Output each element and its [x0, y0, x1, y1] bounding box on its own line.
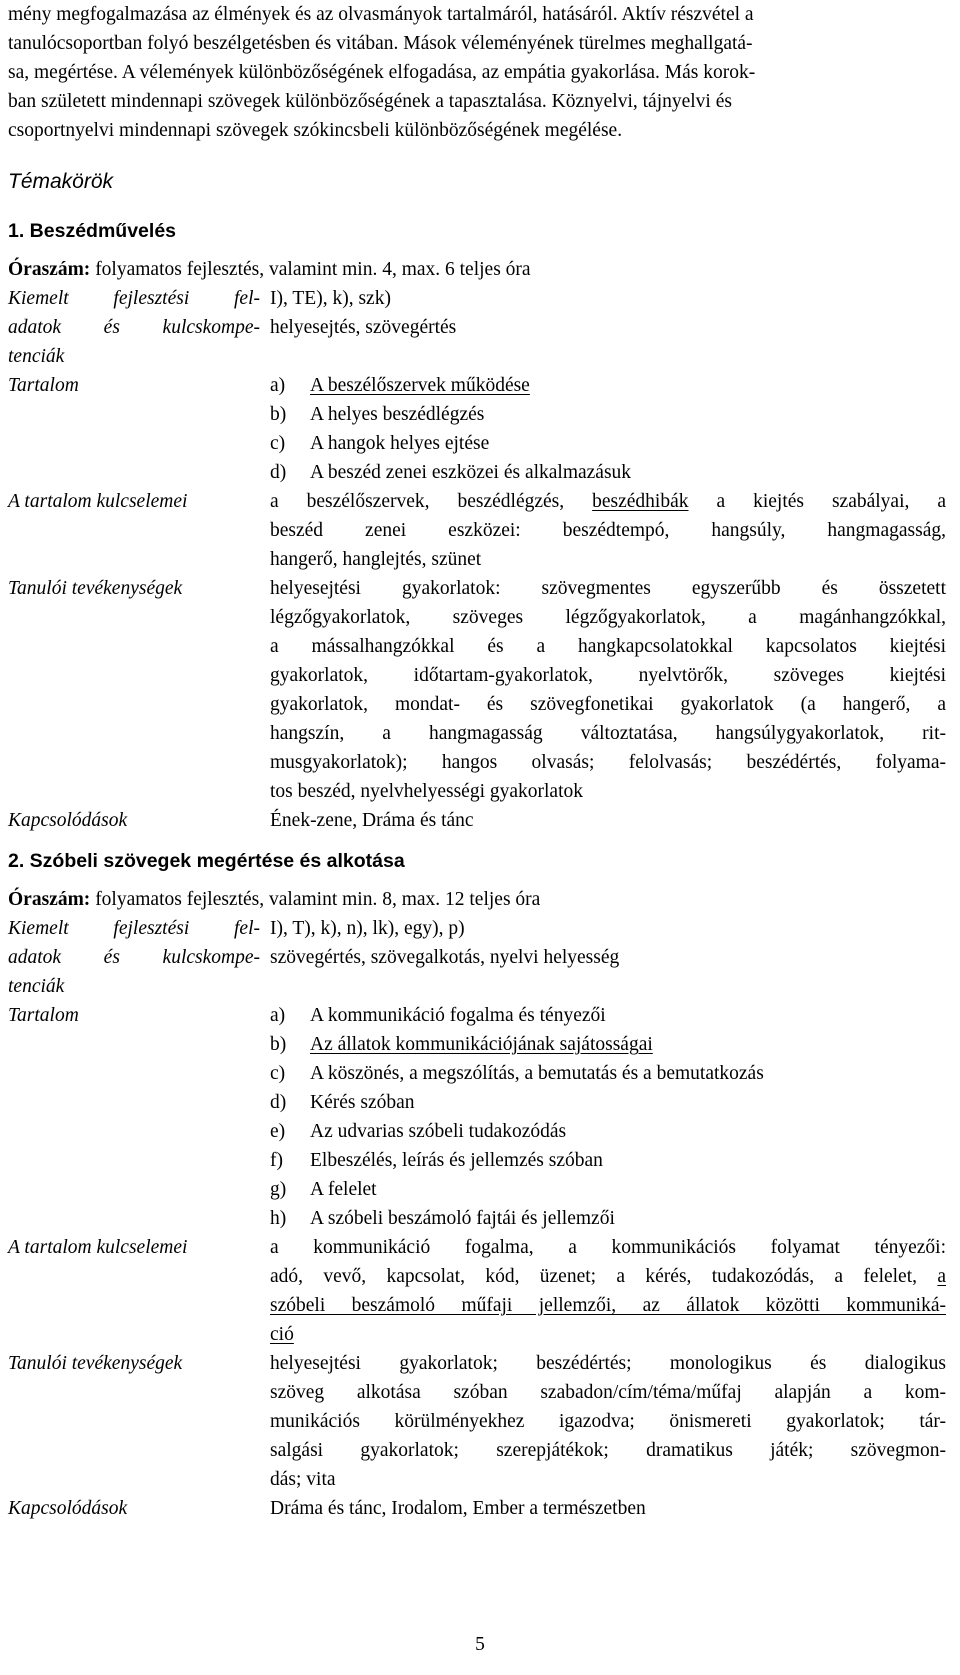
hours-text: folyamatos fejlesztés, valamint min. 4, max. 6 teljes óra [95, 259, 531, 280]
item-marker: c) [270, 433, 286, 454]
hours-label: Óraszám: [8, 259, 91, 280]
list-item [270, 1146, 946, 1175]
underlined-text: szóbeli beszámoló műfaji jellemzői, az állatok közötti kommuniká- [270, 1295, 946, 1316]
connections-label: Kapcsolódások [8, 1498, 128, 1519]
item-text: A beszéd zenei eszközei és alkalmazásuk [310, 462, 632, 483]
activities-value [270, 574, 946, 806]
item-text: A szóbeli beszámoló fajtái és jellemzői [310, 1208, 615, 1229]
value-line: a mássalhangzókkal és a hangkapcsolatokkal kapcsolatos kiejtési [270, 636, 946, 657]
item-marker: b) [270, 404, 287, 425]
list-item [270, 1117, 946, 1146]
item-marker: d) [270, 1092, 287, 1113]
key-elements-value [270, 487, 946, 574]
list-item [270, 429, 946, 458]
value-line: légzőgyakorlatok, szöveges légzőgyakorlatok, a magánhangzókkal, [270, 607, 946, 628]
hours-line [8, 255, 946, 284]
value-line: hangszín, a hangmagasság változtatása, hangsúlygyakorlatok, rit- [270, 723, 946, 744]
page-number: 5 [475, 1634, 485, 1655]
item-text: A felelet [310, 1179, 377, 1200]
value-line [270, 1262, 946, 1291]
intro-line: tanulócsoportban folyó beszélgetésben és vitában. Mások véleményének türelmes meghallgatá- [8, 33, 753, 54]
activities-row [8, 574, 946, 806]
content-row [8, 342, 946, 487]
connections-label: Kapcsolódások [8, 810, 128, 831]
item-marker: h) [270, 1208, 287, 1229]
content-list [270, 1001, 946, 1233]
item-underlined-text: A beszélőszervek működése [310, 375, 530, 396]
value-line [270, 1291, 946, 1320]
value-line: munikációs körülményekhez igazodva; önismereti gyakorlatok; tár- [270, 1411, 946, 1432]
value-line: beszéd zenei eszközei: beszédtempó, hangsúly, hangmagasság, [270, 520, 946, 541]
line-text: a kiejtés szabályai, a [688, 491, 946, 512]
intro-line: mény megfogalmazása az élmények és az olvasmányok tartalmáról, hatásáról. Aktív részvétel a [8, 4, 754, 25]
item-text: Kérés szóban [310, 1092, 415, 1113]
list-item [270, 1088, 946, 1117]
underlined-text: ció [270, 1324, 294, 1345]
line-text: adó, vevő, kapcsolat, kód, üzenet; a kérés, tudakozódás, a felelet, [270, 1266, 938, 1287]
value-line [270, 1320, 946, 1349]
intro-paragraph [8, 0, 946, 145]
label-line: tenciák [8, 976, 65, 997]
item-marker: g) [270, 1179, 287, 1200]
item-marker: a) [270, 1005, 286, 1026]
connections-row [8, 1494, 946, 1523]
key-elements-label: A tartalom kulcselemei [8, 491, 188, 512]
value-line: gyakorlatok, időtartam-gyakorlatok, nyelvtörők, szöveges kiejtési [270, 665, 946, 686]
item-text: A kommunikáció fogalma és tényezői [310, 1005, 606, 1026]
value-line [270, 487, 946, 516]
value-line: gyakorlatok, mondat- és szövegfonetikai gyakorlatok (a hangerő, a [270, 694, 946, 715]
content-value [270, 972, 946, 1233]
section [8, 217, 946, 835]
label-line: Kiemelt fejlesztési fel- [8, 918, 260, 939]
list-item [270, 400, 946, 429]
item-marker: a) [270, 375, 286, 396]
item-text: A helyes beszédlégzés [310, 404, 485, 425]
section-title: 2. Szóbeli szövegek megértése és alkotása [8, 850, 405, 872]
item-text: Elbeszélés, leírás és jellemzés szóban [310, 1150, 603, 1171]
key-elements-row [8, 487, 946, 574]
intro-line: csoportnyelvi mindennapi szövegek szókincsbeli különbözőségének megélése. [8, 120, 623, 141]
activities-row [8, 1349, 946, 1494]
line-text: a beszélőszervek, beszédlégzés, [270, 491, 593, 512]
hours-text: folyamatos fejlesztés, valamint min. 8, max. 12 teljes óra [95, 889, 541, 910]
underlined-text: beszédhibák [592, 491, 689, 512]
content-list [270, 371, 946, 487]
list-item [270, 1001, 946, 1030]
item-marker: d) [270, 462, 287, 483]
value-line: szövegértés, szövegalkotás, nyelvi helyesség [270, 947, 620, 968]
activities-label: Tanulói tevékenységek [8, 578, 183, 599]
list-item [270, 1059, 946, 1088]
key-elements-row [8, 1233, 946, 1349]
value-line: tos beszéd, nyelvhelyességi gyakorlatok [270, 781, 583, 802]
topics-heading: Témakörök [8, 170, 114, 193]
value-line: hangerő, hanglejtés, szünet [270, 549, 482, 570]
item-marker: c) [270, 1063, 286, 1084]
document-page [8, 0, 946, 1523]
value-line: szöveg alkotása szóban szabadon/cím/téma/műfaj alapján a kom- [270, 1382, 946, 1403]
label-line: adatok és kulcskompe- [8, 317, 260, 338]
hours-line [8, 885, 946, 914]
value-line: a kommunikáció fogalma, a kommunikációs folyamat tényezői: [270, 1237, 946, 1258]
list-item [270, 1030, 946, 1059]
item-text: A hangok helyes ejtése [310, 433, 490, 454]
section-title: 1. Beszédművelés [8, 220, 177, 242]
hours-label: Óraszám: [8, 889, 91, 910]
section [8, 847, 946, 1523]
label-line: tenciák [8, 346, 65, 367]
connections-row [8, 806, 946, 835]
item-underlined-text: Az állatok kommunikációjának sajátosságai [310, 1034, 653, 1055]
underlined-text: a [937, 1266, 946, 1287]
item-marker: e) [270, 1121, 286, 1142]
list-item [270, 1204, 946, 1233]
activities-value [270, 1349, 946, 1494]
list-item [270, 458, 946, 487]
value-line: dás; vita [270, 1469, 336, 1490]
value-line: helyesejtés, szövegértés [270, 317, 457, 338]
connections-value: Ének-zene, Dráma és tánc [270, 810, 474, 831]
label-line: Kiemelt fejlesztési fel- [8, 288, 260, 309]
content-value [270, 342, 946, 487]
intro-line: ban született mindennapi szövegek különbözőségének a tapasztalása. Köznyelvi, tájnyelvi és [8, 91, 732, 112]
item-marker: f) [270, 1150, 283, 1171]
value-line: salgási gyakorlatok; szerepjátékok; dramatikus játék; szövegmon- [270, 1440, 946, 1461]
key-elements-label: A tartalom kulcselemei [8, 1237, 188, 1258]
value-line: I), T), k), n), lk), egy), p) [270, 918, 465, 939]
item-marker: b) [270, 1034, 287, 1055]
item-text: A köszönés, a megszólítás, a bemutatás és a bemutatkozás [310, 1063, 764, 1084]
label-line: adatok és kulcskompe- [8, 947, 260, 968]
value-line: helyesejtési gyakorlatok; beszédértés; monologikus és dialogikus [270, 1353, 946, 1374]
content-label: Tartalom [8, 375, 79, 396]
content-label: Tartalom [8, 1005, 79, 1026]
item-text: Az udvarias szóbeli tudakozódás [310, 1121, 567, 1142]
key-elements-value [270, 1233, 946, 1349]
connections-value: Dráma és tánc, Irodalom, Ember a természetben [270, 1498, 646, 1519]
value-line: musgyakorlatok); hangos olvasás; felolvasás; beszédértés, folyama- [270, 752, 946, 773]
content-row [8, 972, 946, 1233]
activities-label: Tanulói tevékenységek [8, 1353, 183, 1374]
list-item [270, 1175, 946, 1204]
intro-line: sa, megértése. A vélemények különbözőségének elfogadása, az empátia gyakorlása. Más korok- [8, 62, 756, 83]
value-line: I), TE), k), szk) [270, 288, 391, 309]
list-item [270, 371, 946, 400]
value-line: helyesejtési gyakorlatok: szövegmentes egyszerűbb és összetett [270, 578, 946, 599]
